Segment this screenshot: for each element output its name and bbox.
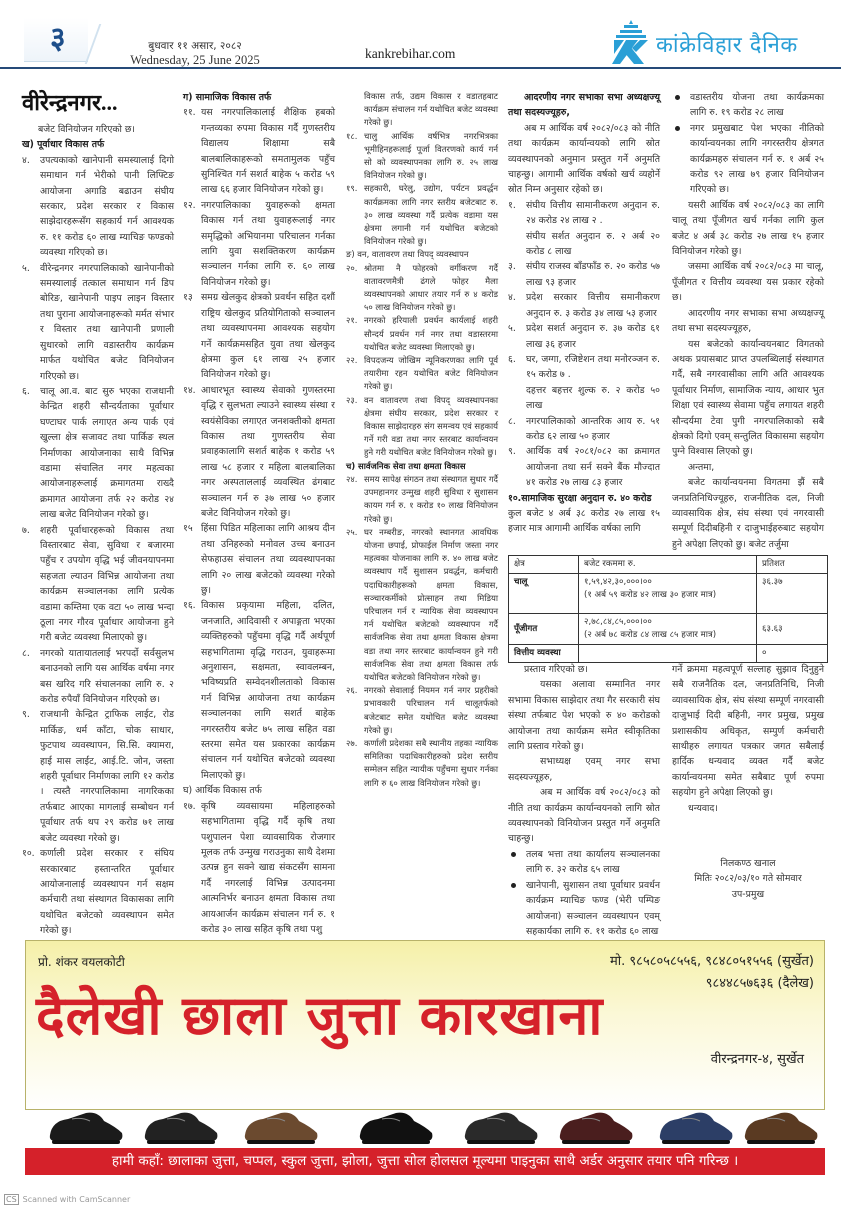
continued-text: विकास तर्फ, उद्यम विकास र वडातहबाट कार्यक्रम संचालन गर्न यथोचित बजेट व्यवस्था गरेको छु। [364, 91, 498, 128]
numbered-item [183, 799, 335, 938]
numbered-item [508, 444, 660, 490]
item-text: कृषि व्यवसायमा महिलाहरुको सहभागितामा वृद्धि गर्दै कृषि तथा पशुपालन पेशा व्यावसायिक रोजगार मूलक तर्फ उन्मुख गराउनुका साथै देशमा उत्पन्न हुन सक्ने खाद्य संकटसँग सामना गर्दै नगरलाई विभिन्न उत्पादनमा आत्मनिर्भर बनाउन क्षमता विकास तथा आयआर्जन कार्यक्रम संचालन गर्न रु. १ करोड ३० लाख सहित कृषि तथा पशु [201, 800, 335, 935]
bullet-item: तलब भत्ता तथा कार्यालय सञ्चालनका लागि रु. ३२ करोड ६५ लाख [508, 847, 660, 878]
item-text: विपदजन्य जोखिम न्यूनिकरणका लागि पूर्व तयारीमा रहन यथोचित बजेट विनियोजन गरेको छु। [364, 355, 498, 392]
numbered-item [508, 352, 660, 383]
numbered-item [22, 523, 174, 646]
numbered-item [346, 737, 498, 790]
item-text: प्रदेश सशर्त अनुदान रु. ३७ करोड ६१ लाख ३६ हजार [526, 323, 660, 350]
signatory-title: उप-प्रमुख [731, 888, 765, 900]
shoe-image [741, 1099, 821, 1149]
lead-text: बजेट विनियोजन गरिएको छ। [38, 124, 135, 135]
column-3 [346, 90, 498, 790]
ad-address: वीरन्द्रनगर-४, सुर्खेत [710, 1052, 804, 1067]
date-english: Wednesday, 25 June 2025 [130, 53, 260, 67]
table-header: क्षेत्र [509, 556, 579, 574]
numbered-item [22, 261, 174, 384]
ad-proprietor: प्रो. शंकर वयलकोटी [38, 955, 125, 969]
item-number: १२. [183, 199, 196, 211]
numbered-item [183, 105, 335, 197]
item-text: नगरपालिकाका युवाहरूको क्षमता विकास गर्न तथा युवाहरूलाई नगर समृद्धिको अभियानमा परिचालन गर्नका लागि युवा सशक्तिकरण कार्यक्रम सञ्चालन गर्नका लागि रु. ६० लाख विनियोजन गरेको छु। [201, 199, 335, 288]
item-number: ५. [508, 323, 516, 335]
item-text: नगरपालिकाको आन्तरिक आय रु. ५१ करोड ६२ लाख ५० हजार [526, 415, 660, 442]
item-number: २०. [346, 262, 358, 273]
paragraph: अब म आर्थिक वर्ष २०८२/०८३ को नीति तथा कार्यक्रम कार्यान्वयनको लागि स्रोत व्यवस्थापनको विनियोजन प्रस्तुत गर्ने अनुमति चाहन्छु। [508, 787, 660, 845]
item-text: राजधानी केन्द्रित ट्राफिक लाईट, रोड मार्किङ, धर्म काँटा, चोक साधार, फुटपाथ व्यवस्थापन, सि.सि. क्यामरा, हाई मास लाईट, आई.टि. जोन, जस्ता शहरी पूर्वाधार निर्माणका लागि १२ करोड । त्यस्तै नगरपालिकामा नागरिकका तर्फबाट आएका मागलाई सम्बोधन गर्न पूर्वाधार तर्फ थप २९ करोड ७१ लाख बजेट व्यवस्था गरेको छु। [40, 709, 174, 844]
numbered-item [346, 473, 498, 526]
percent-cell: ६३.६३ [757, 614, 828, 645]
paragraph: बजेट कार्यान्वयनमा विगतमा झैं सबै जनप्रतिनिधिज्यूहरु, राजनीतिक दल, निजी व्यावसायिक क्षेत्र, संघ संस्था एवं नगरवासी सम्पूर्ण दिदीबहिनी र दाजुभाईहरुबाट सहयोग हुने अपेक्षा लिएको छु। बजेट तर्जुमा [672, 477, 824, 550]
item-text: यस नगरपालिकालाई शैक्षिक हबको गन्तव्यका रुपमा विकास गर्दै गुणस्तरीय विद्यालय शिक्षामा सबै बालबालिकाहरूको समतामुलक पहुँच सुनिश्चित गर्न सशर्त बाहेक ५ करोड ५९ लाख ६६ हजार विनियोजन गरेको छु। [201, 107, 335, 196]
item-number: १७. [183, 800, 196, 812]
sector-cell: पूँजीगत [509, 614, 579, 645]
item-number: २४. [346, 473, 358, 484]
amount-cell [579, 614, 757, 645]
page-number: ३ [50, 21, 66, 56]
item-text: आर्थिक वर्ष २०८१/०८२ का क्रमागत आयोजना तथा सर्न सक्ने बैंक मौज्दात ४१ करोड २७ लाख ८३ हजार [526, 446, 660, 489]
amount-words: (२ अर्ब ७८ करोड ८४ लाख ८५ हजार मात्र) [584, 630, 717, 640]
masthead-logo [608, 18, 833, 68]
item-number: २२. [346, 355, 358, 366]
item-text: नगरको हरियाली प्रवर्धन कार्यलाई शहरी सौन्दर्य प्रवर्धन गर्न नगर तथा वडास्तरमा यथोचित बजेट व्यवस्था मिलाएको छु। [364, 315, 498, 352]
numbered-item [183, 383, 335, 522]
amount-figure: १,५९,४२,३०,०००।०० [584, 577, 652, 587]
item-number: ६. [22, 385, 30, 397]
item-text: प्रदेश सरकार वित्तीय समानीकरण अनुदान रु. ३ करोड ३४ लाख ५३ हजार [526, 292, 660, 319]
paragraph: यसरी आर्थिक वर्ष २०८२/०८३ का लागि चालू तथा पूँजीगत खर्च गर्नका लागि कुल बजेट ४ अर्ब ३८ करोड २७ लाख १५ हजार विनियोजन गरेको छु। [672, 199, 824, 258]
item-number: ८. [508, 415, 516, 427]
item-number: ११. [183, 107, 196, 119]
numbered-item [22, 646, 174, 708]
paragraph: अन्तमा, [688, 461, 715, 473]
numbered-item [346, 130, 498, 183]
amount-cell [579, 574, 757, 614]
shoe-image [556, 1099, 636, 1149]
date-nepali: बुधवार ११ असार, २०८२ [148, 40, 242, 52]
item-text: सहकारी, घरेलु, उद्योग, पर्यटन प्रवर्द्धन कार्यक्रमका लागि नगर स्तरीय बजेटबाट रु. ३० लाख व्यवस्था गर्दै प्रत्येक वडामा यस क्षेत्रमा लगानी गर्न यथोचित बजेटको विनियोजन गरेको छु। [364, 183, 498, 247]
amount-words: (१ अर्ब ५९ करोड ४२ लाख ३० हजार मात्र) [584, 590, 717, 600]
ad-banner: हामी कहाँ: छालाका जुत्ता, चप्पल, स्कुल जुत्ता, झोला, जुत्ता सोल होलसल मूल्यमा पाइनुका साथै अर्डर अनुसार तयार पनि गरिन्छ । [25, 1148, 825, 1175]
item-text: विकास प्रकृयामा महिला, दलित, जनजाति, आदिवासी र अपाङ्गता भएका व्यक्तिहरुको पहुँचमा वृद्धि गर्दै अर्थपूर्ण सहभागितामा वृद्धि गराउन, युवाहरूमा अनुशासन, सक्षमता, स्वावलम्बन, भविष्यप्रति सम्वेदनशीलताको विकास गर्न विभिन्न आयोजना तथा कार्यक्रम सञ्चालनका लागि सशर्त बाहेक नगरस्तरीय बजेट ७५ लाख सहित वडा स्तरमा समेत यस प्रकारका कार्यक्रम संचालन गर्न यथोचित बजेटको व्यवस्था मिलाएको छु। [201, 600, 335, 781]
item-text: संघीय सर्शत अनुदान रु. २ अर्ब २० करोड ८ लाख [526, 230, 660, 258]
item-text: हिंसा पिडित महिलाका लागि आश्रय दीन तथा उनिहरुको मनोवल उच्च बनाउन सेफहाउस संचालन तथा व्यवस्थापनका लागि २० लाख बजेटको व्यवस्था गरेको छु। [201, 523, 335, 596]
column-4 [508, 90, 660, 537]
column-4-lower [508, 662, 660, 939]
item-text: दहत्तर बहत्तर शुल्क रु. २ करोड ५० लाख [526, 384, 660, 412]
numbered-item [346, 354, 498, 394]
item-number: ९. [508, 446, 516, 458]
section-heading: ख) पूर्वाधार विकास तर्फ [22, 139, 105, 151]
item-number: १०. [22, 848, 35, 860]
item-number: ४. [22, 154, 30, 166]
social-security-line: १०.सामाजिक सुरक्षा अनुदान रु. ४० करोड [508, 492, 652, 504]
item-text: आधारभूत स्वास्थ्य सेवाको गुणस्तरमा वृद्धि र सुलभता ल्याउने स्वास्थ्य संस्था र स्वयंसेविका लगाएत जनशक्तीको क्षमता विकास तथा गुणस्तरीय सेवा प्रवाहकालागि सशर्त बाहेक १ करोड ५९ लाख ५८ हजार र महिला बालबालिका नगर अस्पताललाई व्यवस्थित ढंगबाट सञ्चालन गर्न रु ३७ लाख ५० हजार बजेट विनियोजन गरेको छु। [201, 384, 335, 519]
ad-phone-surkhet: मो. ९८५८०५८५५६, ९८४८०५१५५६ (सुर्खेत) [610, 954, 814, 969]
numbered-item [183, 598, 335, 783]
article-kicker: वीरेन्द्रनगर... [22, 90, 118, 115]
total-budget-line: कुल बजेट ४ अर्ब ३८ करोड २७ लाख १५ हजार मात्र आगामी आर्थिक वर्षका लागि [508, 507, 660, 535]
numbered-item [183, 198, 335, 290]
table-row [509, 614, 828, 645]
issue-date [130, 40, 260, 68]
sector-cell: वित्तीय व्यवस्था [509, 645, 579, 663]
item-number: २६. [346, 685, 358, 696]
item-text: समग्र खेलकुद क्षेत्रको प्रवर्धन सहित दशौं राष्ट्रिय खेलकुद प्रतियोगिताको सञ्चालन तथा व्यवस्थापनमा आवश्यक सहयोग गर्ने कार्यक्रमसहित युवा तथा खेलकुद क्षेत्रमा कुल ६१ लाख २५ हजार विनियोजन गरेको छु। [201, 292, 335, 381]
column-1 [22, 90, 174, 939]
item-text: श्रोतमा नै फोहरको वर्गीकरण गर्दै वातावरणमैत्री ढंगले फोहर मैला व्यवस्थापनको आधार तयार गर्न रु ४ करोड ५० लाख विनियोजन गरेको छु। [364, 262, 498, 313]
numbered-item [508, 321, 660, 352]
table-row [509, 645, 828, 663]
section-heading: ङ) वन, वातावरण तथा विपद् व्यवस्थापन [346, 249, 469, 260]
shoe-image [461, 1099, 541, 1149]
item-number: ७. [22, 524, 30, 536]
shoe-image [46, 1099, 126, 1149]
paragraph: यस बजेटको कार्यान्वयनबाट विगतको अथक प्रयासबाट प्राप्त उपलब्धिलाई संस्थागत गर्दै, सबै नगरवासीका लागि अति आवश्यक पूर्वाधार निर्माण, सामाजिक न्याय, आधार भुत शिक्षा एवं स्वास्थ्य सेवामा पहुँच लगायत शहरी सौन्दर्यमा टेवा पुगी नगरपालिकाको सबै क्षेत्रको दिगो एवम् सन्तुलित विकासमा सहयोग पुग्ने विश्वास लिएको छु। [672, 338, 824, 458]
paragraph: सभाध्यक्ष एवम् नगर सभा सदस्यज्यूहरु, [508, 756, 660, 783]
numbered-item [508, 383, 660, 414]
scanner-text: Scanned with CamScanner [22, 1195, 131, 1204]
item-number: १९. [346, 183, 358, 194]
numbered-item [22, 153, 174, 261]
item-text: शहरी पूर्वाधारहरूको विकास तथा विस्तारबाट सेवा, सुविधा र बजारमा पहुँच र उपयोग वृद्धि भई जीवनयापनमा सहजता ल्याउन विभिन्न आयोजना तथा कार्यक्रम सञ्चालनका लागि प्रत्येक वडामा कम्तिमा एक वटा ५० लाख भन्दा ठूला नगर गौरव पूर्वाधार आयोजना हुने गरी बजेट व्यवस्था मिलाएको छु। [40, 524, 174, 644]
table-row [509, 574, 828, 614]
numbered-item [508, 198, 660, 229]
paragraph: जसमा आर्थिक वर्ष २०८२/०८३ मा चालू, पूँजीगत र वित्तीय व्यवस्था यस प्रकार रहेको छ। [672, 261, 824, 304]
shoe-image [241, 1099, 321, 1149]
sector-cell: चालू [509, 574, 579, 614]
amount-figure: २,७८,८४,८५,०००।०० [584, 617, 652, 627]
item-number: १८. [346, 130, 358, 141]
item-text: चालु आर्थिक वर्षभित्र नगरभित्रका भूमीहिनहरूलाई पूर्जा वितरणको कार्य गर्न सो को व्यवस्थापनका लागि रु. २५ लाख विनियोजन गरेको छु। [364, 130, 498, 181]
numbered-item [508, 259, 660, 290]
item-text: घर नम्बरीङ, नगरको स्थानगत आवधिक योजना छपाई, प्रोफाईल निर्माण जस्ता नगर महत्वका योजनाका लागि रु. ४० लाख बजेट व्यवस्थाप गर्दै सुशासन प्रवर्द्धन, कर्मचारी पदाधिकारीहरूको क्षमता विकास, सञ्चारकर्मीको प्रोत्साहन तथा मिडिया परिचालन गर्न र न्यायिक सेवा व्यवस्थापन गर्न यथोचित बजेटको व्यवस्थापन गर्दै सार्वजनिक सेवा तथा क्षमता विकास क्षेत्रमा वडा तथा नगर स्तरबाट कार्यान्वयन हुने गरी सार्वजनिक सेवा तथा क्षमता विकास तर्फ यथोचित बजेटको विनियोजन गरेको छु। [364, 526, 498, 682]
item-text: उपत्यकाको खानेपानी समस्यालाई दिगो समाधान गर्न भेरीको पानी लिफ्टिङ आयोजना अगाडि बढाउन संघीय सरकार, प्रदेश सरकार र विकास साझेदारहरूसँग सहकार्य गर्न आवश्यक रु. ११ करोड ६० लाख म्याचिङ फण्डको व्यवस्था गरिएको छ। [40, 154, 174, 259]
bullet-item: नगर प्रमुखबाट पेश भएका नीतिको कार्यान्वयनका लागि नगरस्तरीय क्षेत्रगत कार्यक्रमहरु संचालन गर्न रु. १ अर्ब २५ करोड ९२ लाख ७९ हजार विनियोजन गरिएको छ। [672, 121, 824, 198]
numbered-item [346, 262, 498, 315]
numbered-item [508, 290, 660, 321]
shoe-image [141, 1099, 221, 1149]
numbered-item [183, 521, 335, 598]
item-text: नगरको सेवालाई नियमन गर्न नगर प्रहरीको प्रभावकारी परिचालन गर्न चालूतर्फको बजेटबाट समेत यथोचित बजेट व्यवस्था गरेको छु। [364, 685, 498, 735]
numbered-item [183, 290, 335, 382]
column-5 [672, 90, 824, 552]
numbered-item [346, 526, 498, 684]
advertisement [25, 940, 825, 1110]
numbered-item [508, 414, 660, 445]
numbered-item [346, 394, 498, 460]
item-number: १. [508, 199, 516, 211]
masthead-title: कांक्रेविहार दैनिक [656, 33, 798, 58]
item-text: संघीय वित्तीय सामानीकरण अनुदान रु. २४ करोड २४ लाख २ . [526, 199, 660, 227]
column-2 [183, 90, 335, 937]
temple-logo-icon [608, 18, 654, 68]
item-number: २३. [346, 394, 358, 405]
amount-cell [579, 645, 757, 663]
numbered-item [22, 384, 174, 523]
percent-cell: ३६.३७ [757, 574, 828, 614]
table-header: प्रतिशत [757, 556, 828, 574]
shoe-image [656, 1099, 736, 1149]
closing-paragraph: गर्ने क्रममा महत्वपूर्ण सल्लाह सुझाव दिनुहुने सबै राजनैतिक दल, जनप्रतिनिधि, निजी व्यावसायिक क्षेत्र, संघ संस्था सम्पूर्ण नगरवासी दाजुभाई दिदी बहिनी, नगर प्रमुख, प्रमुख प्रशासकीय अधिकृत, सम्पुर्ण कर्मचारी साथीहरु लगायत पत्रकार जगत सबैलाई हार्दिक धन्यवाद व्यक्त गर्दै बजेट कार्यान्वयनमा समेत सबैबाट पूर्ण रुपमा सहयोग हुने अपेक्षा लिएको छु। [672, 664, 824, 799]
item-number: १५ [183, 523, 193, 535]
numbered-item [346, 684, 498, 737]
signatory-name: निलकण्ठ खनाल [720, 858, 776, 870]
item-number: १६. [183, 600, 196, 612]
paragraph: प्रस्ताव गरिएको छ। [524, 664, 588, 675]
item-number: ५. [22, 262, 30, 274]
ad-phone-dailekh: ९८४४८५७६३६ (दैलेख) [705, 976, 814, 991]
numbered-item [346, 314, 498, 354]
numbered-item [22, 846, 174, 938]
item-number: २१. [346, 315, 358, 326]
item-number: २५. [346, 526, 358, 537]
item-text: चालू आ.व. बाट सुरु भएका राजधानी केन्द्रित शहरी सौन्दर्यताका पूर्वाधार घण्टाघर पार्क लगाएत अन्य पार्क एवं खुल्ला क्षेत्र सजावट तथा पार्किङ स्थल निर्माणका आयोजनाका साथै विभिन्न वडामा संचालित नगर महत्वका आयोजनाहरूलाई क्रमागतमा राख्दै क्रमागत आयोजना तर्फ २२ करोड २४ लाख बजेट विनियोजन गरेको छु। [40, 385, 174, 521]
table-header-row [509, 556, 828, 574]
section-heading: घ) आर्थिक विकास तर्फ [183, 785, 262, 797]
signature-date: मितिः २०८२/०३/१० गते सोमवार [694, 873, 802, 885]
table-header: बजेट रकममा रु. [579, 556, 757, 574]
section-heading: च) सार्वजनिक सेवा तथा क्षमता विकास [346, 460, 466, 471]
header-rule [0, 67, 841, 69]
item-number: ४. [508, 292, 516, 304]
website-url[interactable]: kankrebihar.com [365, 46, 456, 61]
item-number: ८. [22, 647, 30, 659]
item-number: २७. [346, 737, 358, 748]
numbered-item [22, 707, 174, 846]
ad-title: दैलेखी छाला जुत्ता कारखाना [36, 984, 604, 1047]
shoe-image [356, 1099, 436, 1149]
paragraph: यसका अलावा सम्मानित नगर सभामा विकास साझेदार तथा गैर सरकारी संघ संस्था तर्फबाट पेश भएको रु ४० करोडको आयोजना तथा कार्यक्रम समेत स्वीकृतिका लागि प्रस्ताव गरेको छु। [508, 679, 660, 753]
column-5-lower [672, 662, 824, 902]
item-text: संघीय राजस्व बाँडफाँड रु. २० करोड ५७ लाख ९३ हजार [526, 261, 660, 288]
bullet-item: वडास्तरीय योजना तथा कार्यक्रमका लागि रु. १९ करोड २८ लाख [672, 90, 824, 121]
salutation: आदरणीय नगर सभाका सभा अध्यक्षज्यू तथा सदस्यज्यूहरु, [508, 92, 660, 119]
item-text: कर्णाली प्रदेशका सबै स्थानीय तहका न्यायिक समितिका पदाधिकारीहरुको प्रदेश स्तरीय सम्मेलन सहित न्यायीक पहुँचमा सुधार गर्नका लागि रु ६० लाख विनियोजन गरेको छु। [364, 737, 498, 788]
item-text: कर्णाली प्रदेश सरकार र संघिय सरकारबाट हस्तान्तरित पूर्वाधार आयोजनालाई व्यवस्थापन गर्न सक्षम कर्मचारी तथा संस्थागत विकासका लागि यथोचित बजेटको व्यवस्थापन समेत गरेको छु। [40, 848, 174, 937]
item-number: ९. [22, 709, 30, 721]
item-number: १३ [183, 292, 193, 304]
item-text: वीरेन्द्रनगर नगरपालिकाको खानेपानीको समस्यालाई तत्काल समाधान गर्न डिप बोरिङ, खानेपानी पाइप लाइन विस्तार तथा पुराना आयोजनाहरूको मर्मत संभार र विस्तार तथा खानेपानी प्रणाली सुधारको लागि वडास्तरीय कार्यक्रम मार्फत यथोचित बजेट विनियोजन गरिएको छ। [40, 262, 174, 382]
percent-cell: ० [757, 645, 828, 663]
item-text: समय सापेक्ष संगठन तथा संस्थागत सुधार गर्दै उपमहानगर उन्मुख शहरी सुविधा र सुशासन कायम गर्न रु. १ करोड १० लाख विनियोजन गरेको छु। [364, 473, 498, 524]
item-number: १४. [183, 384, 196, 396]
paragraph: आदरणीय नगर सभाका सभा अध्यक्षज्यू तथा सभा सदस्यज्यूहरु, [672, 307, 824, 335]
intro-text: अब म आर्थिक वर्ष २०८२/०८३ को नीति तथा कार्यक्रम कार्यान्वयको लागि स्रोत व्यवस्थापनको अनुमान प्रस्तुत गर्ने अनुमति चाहन्छु। आगामी आर्थिक वर्षको खर्च व्यहोर्ने स्रोत निम्न अनुसार रहेको छ। [508, 122, 660, 196]
numbered-item [508, 229, 660, 260]
scanner-watermark [4, 1194, 130, 1205]
item-text: घर, जग्गा, रजिष्टेशन तथा मनोरञ्जन रु. १५ करोड ७ . [526, 353, 660, 381]
thanks-text: धन्यवाद। [688, 802, 718, 814]
item-text: नगरको यातायातलाई भरपर्दो सर्वसुलभ बनाउनको लागि यस आर्थिक वर्षमा नगर बस खरिद गरि संचालनका लागि रु. २ करोड रुपैयाँ विनियोजन गरिएको छ। [40, 647, 174, 706]
camscanner-icon: CS [6, 1195, 17, 1204]
section-heading: ग) सामाजिक विकास तर्फ [183, 92, 272, 103]
item-number: ३. [508, 261, 516, 273]
page-header [0, 0, 841, 70]
numbered-item [346, 182, 498, 248]
bullet-item: खानेपानी, सुशासन तथा पूर्वाधार प्रवर्धन कार्यक्रम म्याचिङ फण्ड (भेरी पम्पिङ आयोजना) सञ्चालन व्यवस्थापन एवम् सहकार्यका लागि रु. ११ करोड ६० लाख [508, 878, 660, 940]
item-text: वन वातावरण तथा विपद् व्यवस्थापनका क्षेत्रमा संघीय सरकार, प्रदेश सरकार र विकास साझेदारहरु संग समन्वय एवं सहकार्य गर्ने गरी वडा तथा नगर स्तरबाट कार्यान्वयन हुने गरी यथोचित बजेट विनियोजन गरेको छु। [364, 394, 498, 458]
shoe-gallery [26, 1069, 826, 1149]
item-number: ६. [508, 353, 516, 365]
budget-table [508, 555, 828, 663]
